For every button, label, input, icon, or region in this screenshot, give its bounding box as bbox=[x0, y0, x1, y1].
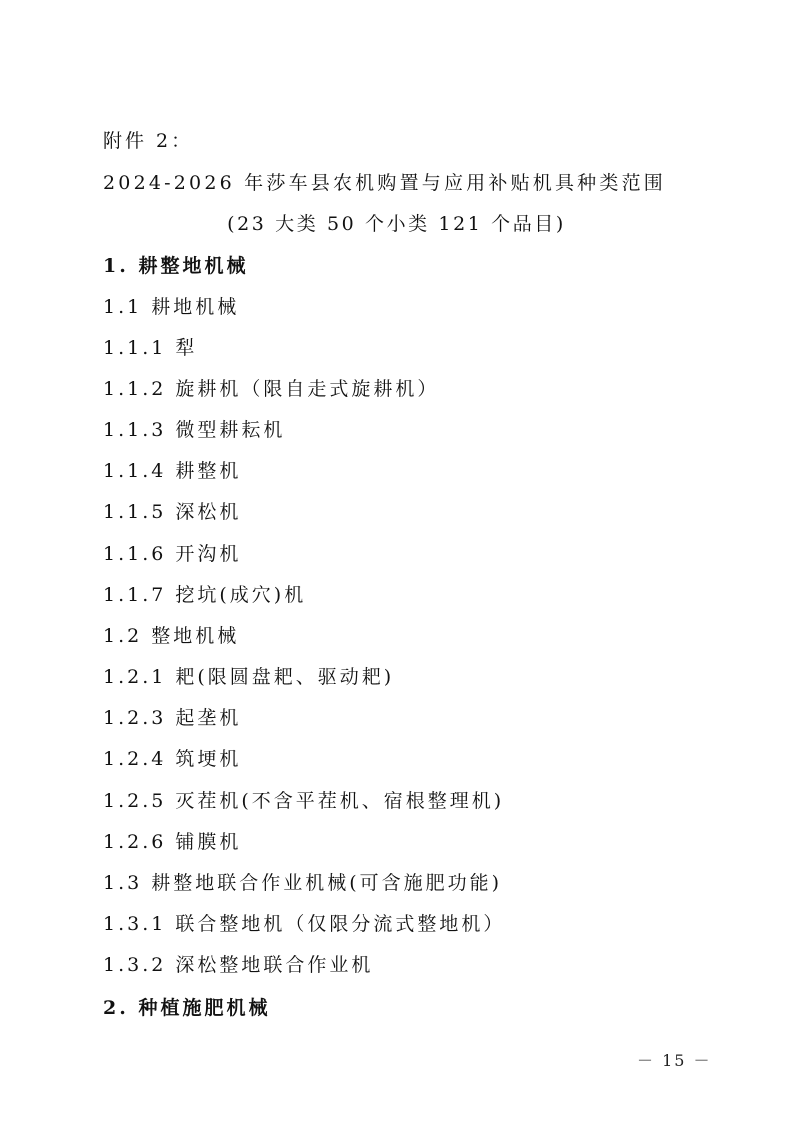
list-item: 1.1.6 开沟机 bbox=[103, 543, 242, 565]
list-item: 1.1.1 犁 bbox=[103, 337, 198, 359]
list-item: 1.1.5 深松机 bbox=[103, 501, 242, 523]
section-heading: 2. 种植施肥机械 bbox=[103, 997, 271, 1019]
list-item: 1.1.3 微型耕耘机 bbox=[103, 419, 286, 441]
list-item: 1.3 耕整地联合作业机械(可含施肥功能) bbox=[103, 872, 503, 894]
list-item: 1.2.1 耙(限圆盘耙、驱动耙) bbox=[103, 666, 395, 688]
document-subtitle: (23 大类 50 个小类 121 个品目) bbox=[227, 213, 566, 235]
list-item: 1.3.1 联合整地机（仅限分流式整地机） bbox=[103, 913, 506, 935]
list-item: 1.2.4 筑埂机 bbox=[103, 748, 242, 770]
list-item: 1.3.2 深松整地联合作业机 bbox=[103, 954, 374, 976]
list-item: 1.2.5 灭茬机(不含平茬机、宿根整理机) bbox=[103, 790, 505, 812]
page-number: － 15 － bbox=[637, 1051, 712, 1070]
attachment-label: 附件 2： bbox=[103, 130, 194, 152]
section-heading: 1. 耕整地机械 bbox=[103, 255, 249, 277]
list-item: 1.2.6 铺膜机 bbox=[103, 831, 242, 853]
list-item: 1.1.2 旋耕机（限自走式旋耕机） bbox=[103, 378, 440, 400]
list-item: 1.2 整地机械 bbox=[103, 625, 240, 647]
list-item: 1.1.4 耕整机 bbox=[103, 460, 242, 482]
list-item: 1.1.7 挖坑(成穴)机 bbox=[103, 584, 307, 606]
list-item: 1.2.3 起垄机 bbox=[103, 707, 242, 729]
list-item: 1.1 耕地机械 bbox=[103, 296, 240, 318]
document-title: 2024-2026 年莎车县农机购置与应用补贴机具种类范围 bbox=[103, 172, 666, 194]
